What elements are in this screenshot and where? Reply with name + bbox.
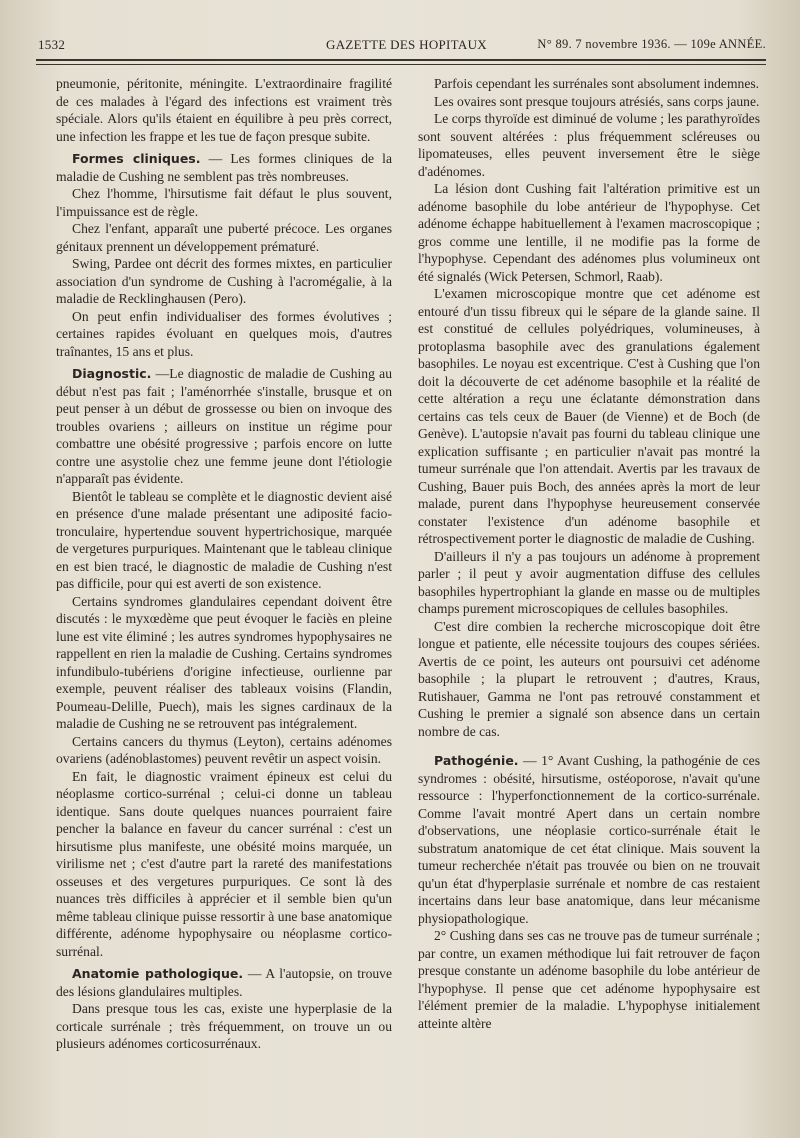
paragraph-text: On peut enfin individualiser des formes évolutives ; certaines rapides évoluant en quelques mois, d'autres traînantes, 15 ans et plus. xyxy=(56,308,392,359)
paragraph xyxy=(418,285,760,548)
paragraph xyxy=(56,220,392,255)
paragraph-text: La lésion dont Cushing fait l'altération primitive est un adénome basophile du lobe antérieur de l'hypophyse. Cet adénome échappe habituellement à l'examen macroscopique ; gros comme une lentille, il ne modifie pas la forme de l'hypophyse. Cependant des adénomes plus volumineux ont été signalés (Wick Petersen, Schmorl, Raab). xyxy=(418,181,760,284)
section-heading: Diagnostic. xyxy=(72,366,152,381)
paragraph-text: L'examen microscopique montre que cet adénome est entouré d'un tissu fibreux qui le sépare de la glande saine. Il est constitué de cellules polyédriques, volumineuses, à protoplasma basophile avec des granulations également basophiles. Le noyau est excentrique. C'est à Cushing que l'on doit la découverte de cet adénome basophile et la réalité de cette altération a reçu une éclatante démonstration dans certains cas tels ceux de Bauer (de Vienne) et de Boch (de Genève). L'autopsie n'avait pas fourni du tableau clinique une explication suffisante ; en particulier n'avait pas montré la tumeur surrénale que l'on attendait. Avertis par les travaux de Cushing, Bauer puis Boch, des années après la mort de leur malade, purent dans l'hypophyse heureusement conservée constater l'existence d'un adénome basophile et rétrospectivement porter le diagnostic de maladie de Cushing. xyxy=(418,286,760,546)
paragraph-text: 2° Cushing dans ses cas ne trouve pas de tumeur surrénale ; par contre, un examen méthodique lui fait retrouver de façon presque constante un adénome basophile du lobe antérieur de l'hypophyse. Il pense que cet adénome hypophysaire est l'élément premier de la maladie. L'hypophyse initialement atteinte altère xyxy=(418,928,760,1031)
paragraph-text: Certains syndromes glandulaires cependant doivent être discutés : le myxœdème que peut évoquer le faciès en pleine lune est vite éliminé ; les autres syndromes hypophysaires ne rappellent en rien la maladie de Cushing. Certains syndromes infundibulo-tubériens d'origine infectieuse, ourlienne par exemple, peuvent réaliser des tableaux voisins (Flandin, Poumeau-Delille, Puech), mais les signes cardinaux de la maladie de Cushing ne se retrouvent pas intégralement. xyxy=(56,593,392,731)
paragraph xyxy=(56,1000,392,1053)
paragraph xyxy=(56,308,392,361)
paragraph-text: Chez l'enfant, apparaît une puberté précoce. Les organes génitaux prennent un développement prématuré. xyxy=(56,221,392,254)
paragraph xyxy=(56,150,392,185)
paragraph xyxy=(418,618,760,741)
paragraph xyxy=(56,75,392,145)
paragraph-text: Les ovaires sont presque toujours atrésiés, sans corps jaune. xyxy=(434,93,760,109)
paragraph xyxy=(56,185,392,220)
paragraph xyxy=(418,927,760,1032)
paragraph-text: Bientôt le tableau se complète et le diagnostic devient aisé en présence d'une malade présentant une adiposité facio-tronculaire, hypertendue souvent hypertrichosique, marquée de vergetures purpuriques. Maintenant que le tableau clinique en est bien tracé, le diagnostic de maladie de Cushing n'est pas difficile, pour qui est averti de son existence. xyxy=(56,488,392,591)
paragraph-text: — A l'autopsie, on trouve des lésions glandulaires multiples. xyxy=(56,966,393,999)
section-heading: Anatomie pathologique. xyxy=(72,966,244,981)
paragraph xyxy=(56,255,392,308)
header-rule-thick xyxy=(36,59,766,61)
paragraph xyxy=(56,593,392,733)
paragraph-text: pneumonie, péritonite, méningite. L'extraordinaire fragilité de ces malades à l'égard des infections est vraiment très spéciale. Alors qu'ils étaient en équilibre à peu près correct, une infection les frappe et les tue de façon presque subite. xyxy=(56,76,392,144)
running-header xyxy=(38,37,766,57)
paragraph-text: — 1° Avant Cushing, la pathogénie de ces syndromes : obésité, hirsutisme, ostéoporose, n'avait qu'une ressource : l'hyperfonctionnement de la cortico-surrénale. Comme l'avait montré Apert dans un certain nombre d'observations, une néoplasie cortico-surrénale était le substratum anatomique de cet état clinique. Mais souvent la tumeur recherchée n'était pas trouvée ou bien on ne trouvait qu'un état d'hyperplasie surrénale et nombre de cas restaient incertains dans leur base anatomique, dans leur mécanisme physiopathologique. xyxy=(418,753,760,926)
paragraph xyxy=(418,548,760,618)
paragraph-text: Certains cancers du thymus (Leyton), certains adénomes ovariens (adénoblastomes) peuvent revêtir un aspect voisin. xyxy=(56,733,392,766)
page-number: 1532 xyxy=(38,37,66,52)
journal-title: GAZETTE DES HOPITAUX xyxy=(326,37,487,52)
paragraph-text: Swing, Pardee ont décrit des formes mixtes, en particulier association d'un syndrome de Cushing à l'acromégalie, à la maladie de Recklinghausen (Pero). xyxy=(56,256,392,306)
paragraph-text: Chez l'homme, l'hirsutisme fait défaut le plus souvent, l'impuissance est de règle. xyxy=(56,186,392,219)
section-heading: Formes cliniques. xyxy=(72,151,201,166)
paragraph xyxy=(418,93,760,111)
paragraph xyxy=(56,733,392,768)
paragraph xyxy=(418,752,760,927)
header-rule-thin xyxy=(36,64,766,65)
paragraph-text: D'ailleurs il n'y a pas toujours un adénome à proprement parler ; il peut y avoir augmentation diffuse des cellules basophiles hypertrophiant la glande en masse ou de multiples champs purement microscopiques de cellules basophiles. xyxy=(418,548,760,616)
paragraph xyxy=(418,180,760,285)
paragraph xyxy=(418,75,760,93)
paragraph-text: Le corps thyroïde est diminué de volume ; les parathyroïdes sont souvent altérées : plus fréquemment scléreuses ou lipomateuses, elles peuvent inversement être le siège d'adénomes. xyxy=(418,111,760,179)
paragraph xyxy=(56,965,392,1000)
section-heading: Pathogénie. xyxy=(434,753,519,768)
paragraph-text: Dans presque tous les cas, existe une hyperplasie de la corticale surrénale ; très fréquemment, on trouve un ou plusieurs adénomes corticosurrénaux. xyxy=(56,1001,392,1051)
paragraph-text: C'est dire combien la recherche microscopique doit être longue et patiente, elle nécessite toujours des coupes sériées. Avertis de ce point, les auteurs ont poursuivi cet adénome basophile ; la plupart le retrouvent ; d'autres, Kraus, Rutishauer, Gamma ne l'ont pas retrouvé constamment et Cushing le premier a signalé son absence dans un certain nombre de cas. xyxy=(418,618,760,739)
paragraph-text: — Les formes cliniques de la maladie de Cushing ne semblent pas très nombreuses. xyxy=(56,151,392,184)
paragraph xyxy=(56,488,392,593)
paragraph xyxy=(56,768,392,961)
paragraph-text: —Le diagnostic de maladie de Cushing au début n'est pas fait ; l'aménorrhée s'installe, brusque et on peut penser à un début de grossesse ou bien on invoque des troubles ovariens ; ailleurs on institue un régime pour combattre une obésité progressive ; parfois encore on lutte contre une asystolie chez une femme jeune dont l'étiologie n'apparaît pas évidente. xyxy=(56,366,392,486)
paragraph xyxy=(56,365,392,488)
left-column xyxy=(56,75,392,1053)
issue-info: N° 89. 7 novembre 1936. — 109e ANNÉE. xyxy=(537,37,766,51)
right-column xyxy=(418,75,760,1032)
paragraph-text: En fait, le diagnostic vraiment épineux est celui du néoplasme cortico-surrénal ; celui-ci donne un tableau identique. Sans doute quelques nuances pourraient faire pencher la balance en faveur du cancer surrénal : c'est un hirsutisme plus manifeste, une obésité moins marquée, un virilisme net ; c'est d'autre part la rareté des manifestations osseuses et des vergetures purpuriques. Ce sont là des nuances très difficiles à apprécier et il semble bien qu'un même tableau clinique puisse ressortir à une base anatomique différente, adénome hypophysaire ou néoplasme cortico-surrénal. xyxy=(56,768,392,959)
paragraph xyxy=(418,110,760,180)
paragraph-text: Parfois cependant les surrénales sont absolument indemnes. xyxy=(434,76,760,91)
